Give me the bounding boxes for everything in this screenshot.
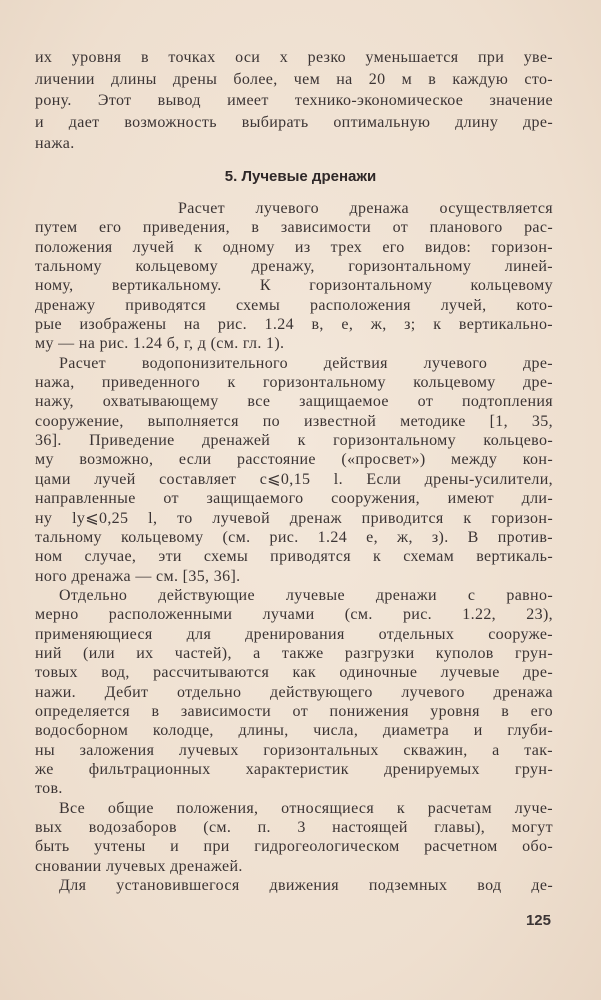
text-line: тов. (35, 780, 63, 798)
text-line: и дает возможность выбирать оптимальную длину дре- (35, 113, 553, 131)
text-line: вых водозаборов (см. п. 3 настоящей главы), могут (35, 819, 553, 836)
text-line: определяется в зависимости от понижения уровня в его (35, 702, 553, 720)
section-body (35, 199, 553, 895)
text-line: применяющиеся для дренирования отдельных сооруже- (35, 625, 553, 643)
paragraph (35, 876, 553, 895)
text-line: Расчет водопонизительного действия лучевого дре- (59, 354, 553, 372)
paragraph (35, 586, 553, 799)
text-line: ну lу⩽0,25 l, то лучевой дренаж приводится к горизон- (35, 509, 553, 527)
paragraph (35, 799, 553, 876)
text-line: быть учтены и при гидрогеологическом расчетном обо- (35, 838, 553, 856)
top-paragraph (35, 47, 553, 155)
section-heading: 5. Лучевые дренажи (224, 168, 377, 185)
page-number: 125 (525, 912, 551, 929)
text-line: сновании лучевых дренажей. (35, 857, 243, 875)
paragraph (35, 354, 553, 586)
text-line: тальному кольцевому дренажу, горизонтальному линей- (35, 258, 553, 276)
text-line: водосборном колодце, длины, числа, диаметра и глуби- (35, 722, 553, 740)
text-line: товых вод, рассчитываются как одиночные лучевые дре- (35, 664, 553, 682)
text-line: Расчет лучевого дренажа осуществляется (178, 200, 553, 217)
text-line: му — на рис. 1.24 б, г, д (см. гл. 1). (35, 335, 285, 353)
text-line: ного дренажа — см. [35, 36]. (35, 567, 241, 585)
text-line: ны заложения лучевых горизонтальных скважин, а так- (35, 741, 553, 759)
text-line: ному, вертикальному. К горизонтальному кольцевому (35, 277, 553, 295)
text-line: ний (или их частей), а также разгрузки куполов грун- (35, 644, 553, 662)
text-line: 36]. Приведение дренажей к горизонтальному кольцево- (35, 432, 553, 450)
text-line: нажу, охватывающему все защищаемое от подтопления (35, 393, 553, 411)
text-line: тальному кольцевому (см. рис. 1.24 е, ж, з). В против- (35, 528, 553, 546)
text-line: Для установившегося движения подземных вод де- (59, 877, 553, 895)
text-line: нажи. Дебит отдельно действующего лучевого дренажа (35, 683, 553, 701)
text-line: сооружение, выполняется по известной методике [1, 35, (35, 412, 553, 430)
text-line: их уровня в точках оси x резко уменьшается при уве- (35, 49, 553, 66)
text-line: мерно расположенными лучами (см. рис. 1.22, 23), (35, 606, 553, 624)
text-line: Все общие положения, относящиеся к расчетам луче- (59, 799, 553, 817)
text-line: нажа. (35, 135, 75, 152)
text-line: нажа, приведенного к горизонтальному кольцевому дре- (35, 374, 553, 392)
text-line: путем его приведения, в зависимости от планового рас- (35, 219, 553, 237)
text-line: ном случае, эти схемы приводятся к схемам вертикаль- (35, 548, 553, 566)
text-line: му возможно, если расстояние («просвет») между кон- (35, 451, 553, 469)
text-line: рые изображены на рис. 1.24 в, е, ж, з; к вертикально- (35, 316, 553, 334)
text-line: дренажу приводятся схемы расположения лучей, кото- (35, 296, 553, 314)
text-line: положения лучей к одному из трех его видов: горизон- (35, 238, 553, 256)
paragraph (35, 199, 553, 354)
text-line: цами лучей составляет c⩽0,15 l. Если дрены-усилители, (35, 470, 553, 488)
text-line: личении длины дрены более, чем на 20 м в каждую сто- (35, 70, 553, 88)
text-line: же фильтрационных характеристик дренируемых грун- (35, 760, 553, 778)
text-line: рону. Этот вывод имеет технико-экономическое значение (35, 92, 553, 109)
text-line: Отдельно действующие лучевые дренажи с равно- (59, 586, 553, 604)
text-line: направленные от защищаемого сооружения, имеют дли- (35, 490, 553, 508)
